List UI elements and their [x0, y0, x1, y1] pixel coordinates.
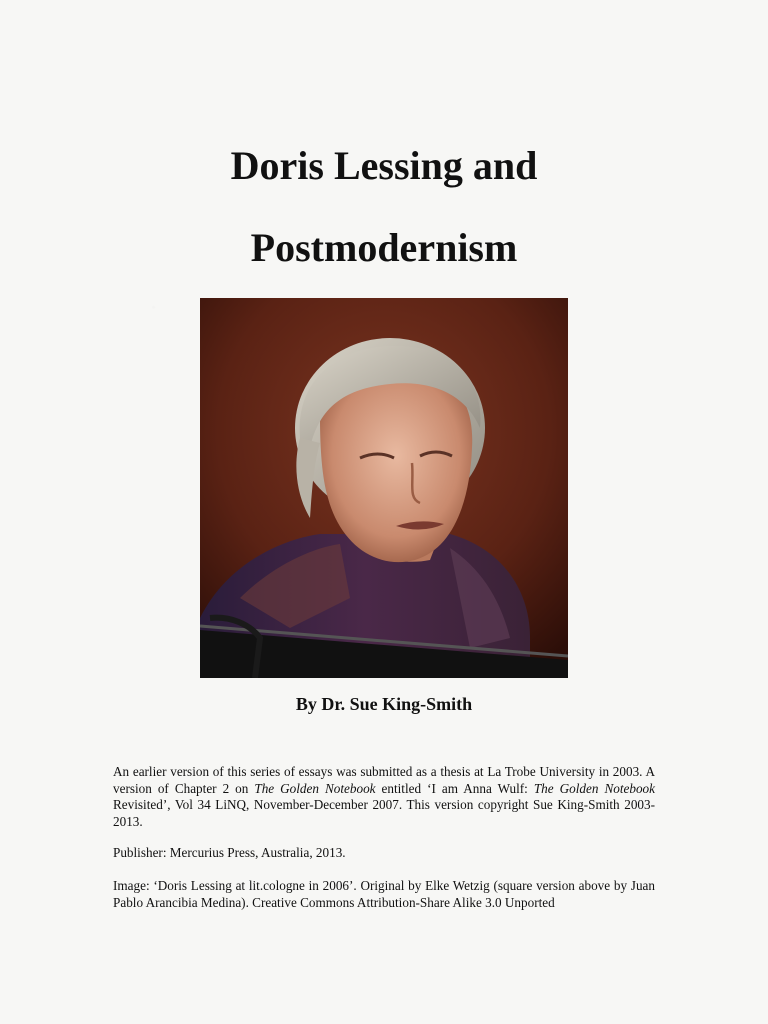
- paragraph1-text-a: An earlier version of this series of essays was submitted as a thesis at La Trobe University in 2003. A version of Chapter 2 on: [113, 764, 655, 796]
- author-byline: By Dr. Sue King-Smith: [295, 694, 473, 714]
- publisher-paragraph: Publisher: Mercurius Press, Australia, 2013.: [113, 845, 346, 860]
- image-credit-paragraph: Image: ‘Doris Lessing at lit.cologne in 2006’. Original by Elke Wetzig (square version above by Juan Pablo Arancibia Medina). Creative Commons Attribution-Share Alike 3.0 Unported: [113, 878, 655, 910]
- paragraph1-text-c: Revisited’, Vol 34 LiNQ, November-December 2007. This version copyright Sue King-Smith 2003-2013.: [113, 797, 655, 829]
- paragraph1-text-b: entitled ‘I am Anna Wulf:: [375, 780, 534, 796]
- paragraph1-italic-a: The Golden Notebook: [254, 780, 376, 796]
- title-line-2: Postmodernism: [250, 225, 518, 270]
- publication-history-paragraph: [113, 764, 655, 830]
- paragraph1-italic-b: The Golden Notebook: [533, 780, 655, 796]
- title-line-1: Doris Lessing and: [230, 143, 538, 188]
- author-portrait-photo: [200, 298, 568, 678]
